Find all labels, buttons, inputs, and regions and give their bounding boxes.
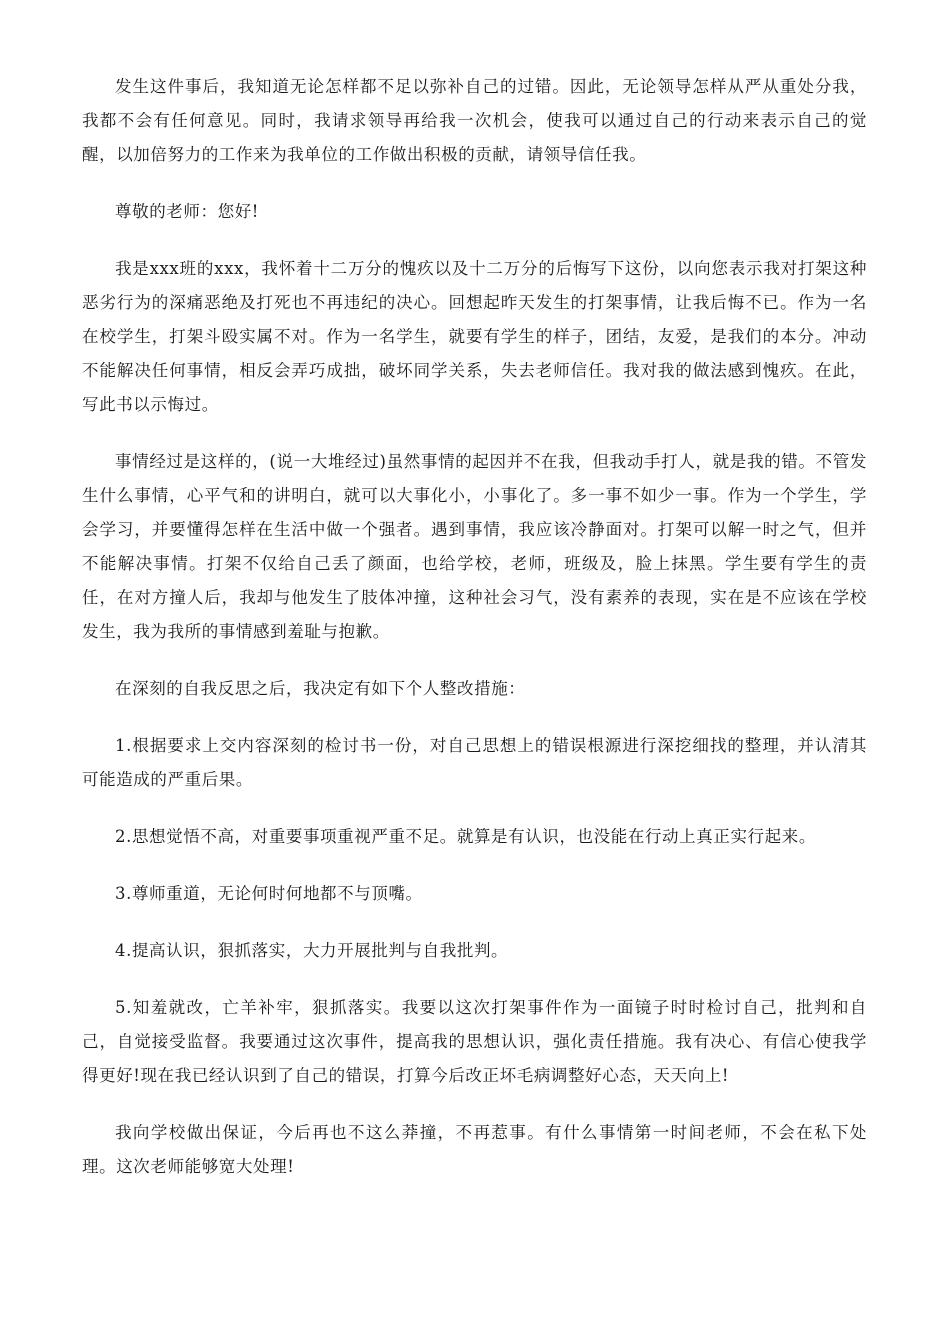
paragraph-measures-intro: 在深刻的自我反思之后，我决定有如下个人整改措施： (115, 679, 526, 698)
measure-item-1: 1.根据要求上交内容深刻的检讨书一份，对自己思想上的错误根源进行深挖细找的整理，并认清其可能造成的严重后果。 (82, 736, 867, 789)
paragraph-incident-account: 事情经过是这样的，(说一大堆经过)虽然事情的起因并不在我，但我动手打人，就是我的错。不管发生什么事情，心平气和的讲明白，就可以大事化小，小事化了。多一事不如少一事。作为一个学生，学会学习，并要懂得怎样在生活中做一个强者。遇到事情，我应该冷静面对。打架可以解一时之气，但并不能解决事情。打架不仅给自己丢了颜面，也给学校，老师，班级及，脸上抹黑。学生要有学生的责任，在对方撞人后，我却与他发生了肢体冲撞，这种社会习气，没有素养的表现，实在是不应该在学校发生，我为我所的事情感到羞耻与抱歉。 (82, 452, 867, 641)
paragraph-closing-pledge: 我向学校做出保证，今后再也不这么莽撞，不再惹事。有什么事情第一时间老师，不会在私下处理。这次老师能够宽大处理! (82, 1123, 867, 1176)
measure-item-4: 4.提高认识，狠抓落实，大力开展批判与自我批判。 (115, 941, 509, 960)
measure-item-2: 2.思想觉悟不高，对重要事项重视严重不足。就算是有认识，也没能在行动上真正实行起来。 (115, 827, 816, 846)
paragraph-self-introduction: 我是xxx班的xxx，我怀着十二万分的愧疚以及十二万分的后悔写下这份，以向您表示我对打架这种恶劣行为的深痛恶绝及打死也不再违纪的决心。回想起昨天发生的打架事情，让我后悔不已。作为一名在校学生，打架斗殴实属不对。作为一名学生，就要有学生的样子，团结，友爱，是我们的本分。冲动不能解决任何事情，相反会弄巧成拙，破坏同学关系，失去老师信任。我对我的做法感到愧疚。在此，写此书以示悔过。 (82, 259, 867, 414)
paragraph-salutation: 尊敬的老师：您好! (115, 202, 260, 221)
paragraph-apology-intro: 发生这件事后，我知道无论怎样都不足以弥补自己的过错。因此，无论领导怎样从严从重处分我，我都不会有任何意见。同时，我请求领导再给我一次机会，使我可以通过自己的行动来表示自己的觉醒，以加倍努力的工作来为我单位的工作做出积极的贡献，请领导信任我。 (82, 77, 867, 164)
measure-item-5: 5.知羞就改，亡羊补牢，狠抓落实。我要以这次打架事件作为一面镜子时时检讨自己，批判和自己，自觉接受监督。我要通过这次事件，提高我的思想认识，强化责任措施。我有决心、有信心使我学得更好!现在我已经认识到了自己的错误，打算今后改正坏毛病调整好心态，天天向上! (82, 998, 867, 1085)
document-page (82, 70, 867, 1207)
measure-item-3: 3.尊师重道，无论何时何地都不与顶嘴。 (115, 884, 423, 903)
